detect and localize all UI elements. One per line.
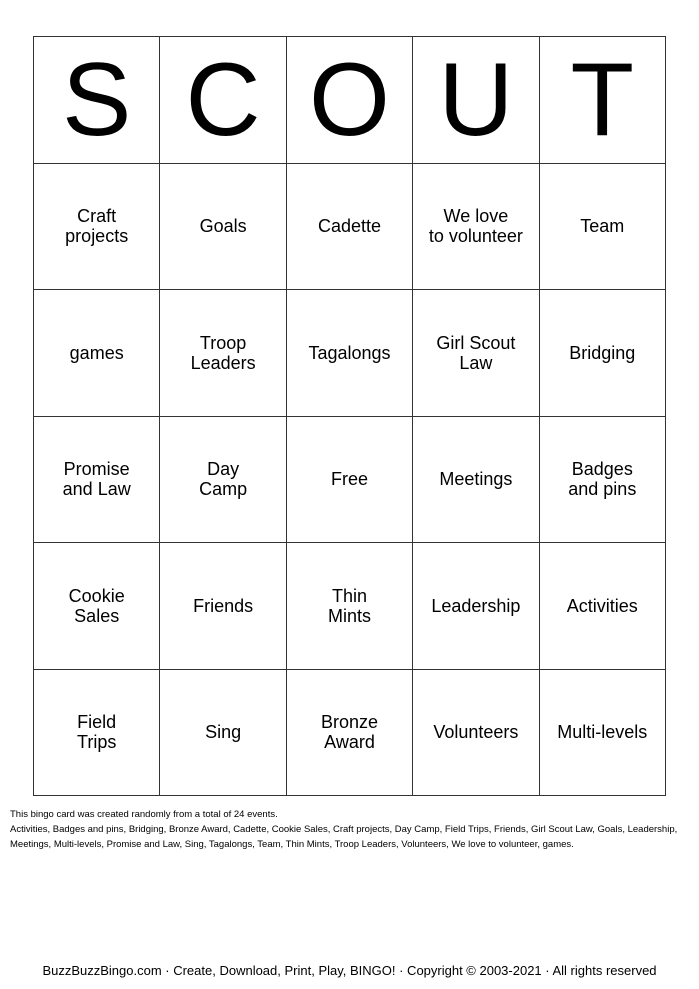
bingo-cell: Badges and pins [540, 417, 666, 544]
bingo-cell: Craft projects [34, 164, 160, 291]
bingo-cell: Activities [540, 543, 666, 670]
header-letter: S [34, 37, 160, 164]
bingo-card [33, 36, 666, 796]
bingo-cell: Cookie Sales [34, 543, 160, 670]
footer-copyright: BuzzBuzzBingo.com · Create, Download, Print, Play, BINGO! · Copyright © 2003-2021 · All rights reserved [42, 963, 657, 978]
note-summary: This bingo card was created randomly from a total of 24 events. [10, 809, 278, 820]
bingo-cell: We love to volunteer [413, 164, 539, 291]
header-letter: T [540, 37, 666, 164]
bingo-cell: Meetings [413, 417, 539, 544]
header-letter: O [287, 37, 413, 164]
bingo-cell: Friends [160, 543, 286, 670]
bingo-cell: Day Camp [160, 417, 286, 544]
header-letter: U [413, 37, 539, 164]
bingo-cell: Multi-levels [540, 670, 666, 797]
bingo-cell: Cadette [287, 164, 413, 291]
bingo-cell: Sing [160, 670, 286, 797]
bingo-cell: games [34, 290, 160, 417]
bingo-cell: Goals [160, 164, 286, 291]
card-note [10, 807, 690, 852]
bingo-cell: Promise and Law [34, 417, 160, 544]
bingo-cell: Bronze Award [287, 670, 413, 797]
bingo-cell: Girl Scout Law [413, 290, 539, 417]
bingo-cell: Volunteers [413, 670, 539, 797]
bingo-cell: Troop Leaders [160, 290, 286, 417]
bingo-cell: Free [287, 417, 413, 544]
bingo-cell: Leadership [413, 543, 539, 670]
note-event-list: Activities, Badges and pins, Bridging, Bronze Award, Cadette, Cookie Sales, Craft projects, Day Camp, Field Trips, Friends, Girl Scout Law, Goals, Leadership, Meetings, Multi-levels, Promise and Law, Sing, Tagalongs, Team, Thin Mints, Troop Leaders, Volunteers, We love to volunteer, games. [10, 824, 678, 850]
bingo-cell: Team [540, 164, 666, 291]
bingo-cell: Field Trips [34, 670, 160, 797]
header-letter: C [160, 37, 286, 164]
bingo-cell: Tagalongs [287, 290, 413, 417]
bingo-cell: Thin Mints [287, 543, 413, 670]
bingo-cell: Bridging [540, 290, 666, 417]
